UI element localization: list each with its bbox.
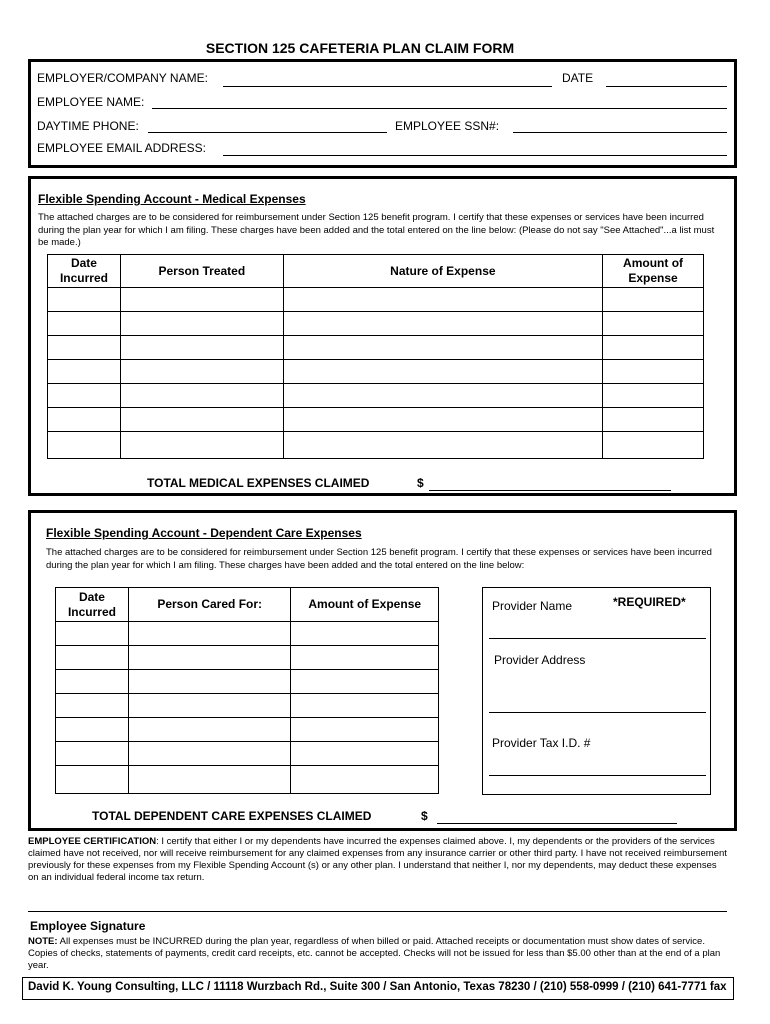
medical-col-person: Person Treated <box>120 255 283 288</box>
footer-box <box>22 977 734 1000</box>
table-row <box>48 288 704 312</box>
dependent-description: The attached charges are to be considered for reimbursement under Section 125 benefit program. I certify that these expenses or services have been incurred during the plan year for which I am filing. These charges have been added and the total entered on the line below: <box>46 547 712 571</box>
cell[interactable] <box>283 432 602 459</box>
table-row <box>48 432 704 459</box>
cell[interactable] <box>120 432 283 459</box>
medical-col-nature: Nature of Expense <box>283 255 602 288</box>
dependent-total-field[interactable] <box>437 823 677 824</box>
cell[interactable] <box>603 360 704 384</box>
cell[interactable] <box>603 336 704 360</box>
cell[interactable] <box>56 670 129 694</box>
cell[interactable] <box>603 432 704 459</box>
dependent-col-person: Person Cared For: <box>128 588 290 622</box>
cell[interactable] <box>291 718 439 742</box>
table-row <box>56 622 439 646</box>
provider-name-field[interactable] <box>489 638 706 639</box>
cell[interactable] <box>120 408 283 432</box>
cell[interactable] <box>128 718 290 742</box>
dependent-expense-table <box>55 587 439 794</box>
employee-name-label: EMPLOYEE NAME: <box>37 95 145 109</box>
ssn-field[interactable] <box>513 132 727 133</box>
cell[interactable] <box>291 670 439 694</box>
cell[interactable] <box>283 336 602 360</box>
cell[interactable] <box>128 646 290 670</box>
medical-total-label: TOTAL MEDICAL EXPENSES CLAIMED <box>147 476 370 490</box>
cell[interactable] <box>283 384 602 408</box>
medical-col-date: Date Incurred <box>48 255 121 288</box>
table-row <box>56 646 439 670</box>
medical-total-field[interactable] <box>429 490 671 491</box>
daytime-phone-field[interactable] <box>148 132 387 133</box>
cell[interactable] <box>120 288 283 312</box>
cell[interactable] <box>56 622 129 646</box>
ssn-label: EMPLOYEE SSN#: <box>395 119 500 133</box>
note-label: NOTE: <box>28 936 58 947</box>
medical-expenses-box <box>28 176 737 496</box>
cell[interactable] <box>128 694 290 718</box>
medical-description: The attached charges are to be considered for reimbursement under Section 125 benefit program. I certify that these expenses or services have been incurred during the plan year for which I am filing. These charges have been added and the total entered on the line below: (Please do not say "See Attached"...a list must be made.) <box>38 212 715 248</box>
cell[interactable] <box>120 336 283 360</box>
certification-label: EMPLOYEE CERTIFICATION <box>28 836 157 847</box>
footer-text: David K. Young Consulting, LLC / 11118 Wurzbach Rd., Suite 300 / San Antonio, Texas 78230 / (210) 558-0999 / (210) 641-7771 fax <box>28 981 727 993</box>
cell[interactable] <box>56 718 129 742</box>
cell[interactable] <box>128 622 290 646</box>
cell[interactable] <box>56 766 129 794</box>
cell[interactable] <box>291 766 439 794</box>
dependent-dollar-sign: $ <box>421 809 428 823</box>
dependent-col-amount: Amount of Expense <box>291 588 439 622</box>
date-label: DATE <box>562 71 594 85</box>
medical-dollar-sign: $ <box>417 476 424 490</box>
cell[interactable] <box>603 312 704 336</box>
cell[interactable] <box>48 408 121 432</box>
cell[interactable] <box>283 288 602 312</box>
email-field[interactable] <box>223 155 727 156</box>
table-row <box>56 742 439 766</box>
cell[interactable] <box>283 312 602 336</box>
medical-col-amount: Amount of Expense <box>603 255 704 288</box>
date-field[interactable] <box>606 86 727 87</box>
signature-label: Employee Signature <box>30 919 146 933</box>
provider-name-label: Provider Name <box>492 599 573 613</box>
dependent-col-date: Date Incurred <box>56 588 129 622</box>
required-label: *REQUIRED* <box>613 595 686 609</box>
cell[interactable] <box>48 288 121 312</box>
cell[interactable] <box>48 384 121 408</box>
table-row <box>48 312 704 336</box>
cell[interactable] <box>56 742 129 766</box>
medical-heading: Flexible Spending Account - Medical Expenses <box>38 192 306 206</box>
cell[interactable] <box>291 646 439 670</box>
certification-text <box>28 836 728 884</box>
cell[interactable] <box>128 742 290 766</box>
cell[interactable] <box>48 360 121 384</box>
provider-info-box <box>482 587 711 795</box>
dependent-total-label: TOTAL DEPENDENT CARE EXPENSES CLAIMED <box>92 809 372 823</box>
signature-field[interactable] <box>28 911 727 912</box>
employee-name-field[interactable] <box>152 108 727 109</box>
employer-field[interactable] <box>223 86 552 87</box>
cell[interactable] <box>120 360 283 384</box>
table-row <box>48 384 704 408</box>
note-body: All expenses must be INCURRED during the plan year, regardless of when billed or paid. Attached receipts or documentation must show dates of service. Copies of checks, statements of payments, credit card receipts, etc. cannot be accepted. Checks will not be issued for less than $5.00 other than at the end of a plan year. <box>28 936 721 971</box>
table-row <box>48 408 704 432</box>
cell[interactable] <box>283 360 602 384</box>
daytime-phone-label: DAYTIME PHONE: <box>37 119 139 133</box>
cell[interactable] <box>128 766 290 794</box>
cell[interactable] <box>120 312 283 336</box>
medical-expense-table <box>47 254 704 459</box>
signature-note <box>28 936 728 972</box>
dependent-care-box <box>28 510 737 831</box>
employer-label: EMPLOYER/COMPANY NAME: <box>37 71 208 85</box>
table-row <box>56 670 439 694</box>
cell[interactable] <box>603 408 704 432</box>
cell[interactable] <box>56 646 129 670</box>
cell[interactable] <box>48 336 121 360</box>
cell[interactable] <box>48 312 121 336</box>
cell[interactable] <box>603 384 704 408</box>
provider-address-label: Provider Address <box>494 653 586 667</box>
cell[interactable] <box>283 408 602 432</box>
cell[interactable] <box>291 622 439 646</box>
table-row <box>48 336 704 360</box>
cell[interactable] <box>120 384 283 408</box>
provider-address-field[interactable] <box>489 712 706 713</box>
cell[interactable] <box>291 742 439 766</box>
cell[interactable] <box>128 670 290 694</box>
table-row <box>56 694 439 718</box>
cell[interactable] <box>48 432 121 459</box>
email-label: EMPLOYEE EMAIL ADDRESS: <box>37 141 206 155</box>
table-row <box>56 766 439 794</box>
table-row <box>56 718 439 742</box>
provider-tax-id-field[interactable] <box>489 775 706 776</box>
dependent-heading: Flexible Spending Account - Dependent Care Expenses <box>46 526 362 540</box>
cell[interactable] <box>603 288 704 312</box>
provider-tax-id-label: Provider Tax I.D. # <box>492 736 591 750</box>
employee-info-box <box>28 59 737 168</box>
certification-body: : I certify that either I or my dependents have incurred the expenses claimed above. I, my dependents or the providers of the services claimed have not received, nor will receive reimbursement for any claimed expenses from any insurance carrier or other third party. I have not received reimbursement previously for these expenses from my Flexible Spending Account (s) or any other plan. I understand that neither I, nor my dependents, may deduct these expenses on an individual federal income tax return. <box>28 836 727 883</box>
cell[interactable] <box>291 694 439 718</box>
form-title: SECTION 125 CAFETERIA PLAN CLAIM FORM <box>205 40 515 56</box>
table-row <box>48 360 704 384</box>
cell[interactable] <box>56 694 129 718</box>
